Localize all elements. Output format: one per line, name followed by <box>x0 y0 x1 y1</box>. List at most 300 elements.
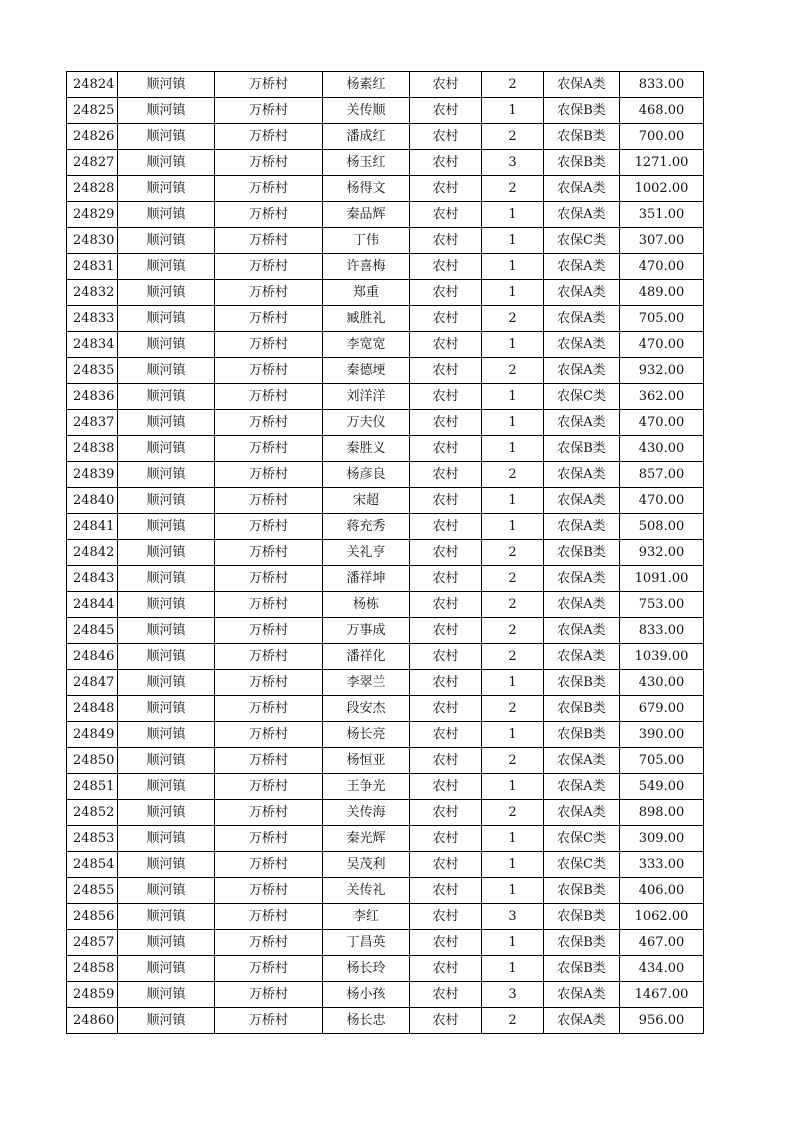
household-size-cell: 1 <box>482 202 544 228</box>
area-type-cell: 农村 <box>410 358 482 384</box>
household-size-cell: 2 <box>482 540 544 566</box>
amount-cell: 1039.00 <box>620 644 704 670</box>
insurance-category-cell: 农保A类 <box>544 358 620 384</box>
area-type-cell: 农村 <box>410 826 482 852</box>
table-row <box>67 384 704 410</box>
insurance-category-cell: 农保B类 <box>544 436 620 462</box>
table-row <box>67 488 704 514</box>
household-size-cell: 2 <box>482 696 544 722</box>
table-row <box>67 774 704 800</box>
amount-cell: 753.00 <box>620 592 704 618</box>
town-cell: 顺河镇 <box>118 956 215 982</box>
insurance-category-cell: 农保A类 <box>544 254 620 280</box>
household-size-cell: 1 <box>482 670 544 696</box>
town-cell: 顺河镇 <box>118 280 215 306</box>
insurance-category-cell: 农保A类 <box>544 592 620 618</box>
person-name-cell: 杨得文 <box>323 176 410 202</box>
insurance-category-cell: 农保B类 <box>544 930 620 956</box>
person-name-cell: 杨恒亚 <box>323 748 410 774</box>
town-cell: 顺河镇 <box>118 176 215 202</box>
amount-cell: 333.00 <box>620 852 704 878</box>
amount-cell: 309.00 <box>620 826 704 852</box>
household-size-cell: 1 <box>482 514 544 540</box>
area-type-cell: 农村 <box>410 852 482 878</box>
table-row <box>67 982 704 1008</box>
record-id-cell: 24852 <box>67 800 118 826</box>
area-type-cell: 农村 <box>410 306 482 332</box>
household-size-cell: 1 <box>482 956 544 982</box>
household-size-cell: 1 <box>482 384 544 410</box>
village-cell: 万桥村 <box>215 124 323 150</box>
insurance-category-cell: 农保A类 <box>544 280 620 306</box>
record-id-cell: 24838 <box>67 436 118 462</box>
area-type-cell: 农村 <box>410 644 482 670</box>
table-row <box>67 904 704 930</box>
household-size-cell: 3 <box>482 904 544 930</box>
area-type-cell: 农村 <box>410 800 482 826</box>
table-body <box>67 72 704 1034</box>
person-name-cell: 潘成红 <box>323 124 410 150</box>
person-name-cell: 蒋充秀 <box>323 514 410 540</box>
town-cell: 顺河镇 <box>118 1008 215 1034</box>
insurance-category-cell: 农保A类 <box>544 618 620 644</box>
area-type-cell: 农村 <box>410 904 482 930</box>
table-row <box>67 826 704 852</box>
village-cell: 万桥村 <box>215 462 323 488</box>
person-name-cell: 刘洋洋 <box>323 384 410 410</box>
town-cell: 顺河镇 <box>118 306 215 332</box>
village-cell: 万桥村 <box>215 436 323 462</box>
area-type-cell: 农村 <box>410 98 482 124</box>
town-cell: 顺河镇 <box>118 332 215 358</box>
town-cell: 顺河镇 <box>118 618 215 644</box>
amount-cell: 470.00 <box>620 488 704 514</box>
village-cell: 万桥村 <box>215 254 323 280</box>
household-size-cell: 1 <box>482 280 544 306</box>
person-name-cell: 郑重 <box>323 280 410 306</box>
town-cell: 顺河镇 <box>118 696 215 722</box>
area-type-cell: 农村 <box>410 618 482 644</box>
table-row <box>67 748 704 774</box>
table-row <box>67 332 704 358</box>
household-size-cell: 3 <box>482 150 544 176</box>
record-id-cell: 24845 <box>67 618 118 644</box>
household-size-cell: 2 <box>482 462 544 488</box>
insurance-category-cell: 农保A类 <box>544 488 620 514</box>
record-id-cell: 24849 <box>67 722 118 748</box>
table-row <box>67 72 704 98</box>
household-size-cell: 2 <box>482 592 544 618</box>
area-type-cell: 农村 <box>410 202 482 228</box>
insurance-category-cell: 农保B类 <box>544 878 620 904</box>
household-size-cell: 2 <box>482 358 544 384</box>
person-name-cell: 丁伟 <box>323 228 410 254</box>
record-id-cell: 24832 <box>67 280 118 306</box>
household-size-cell: 2 <box>482 748 544 774</box>
amount-cell: 390.00 <box>620 722 704 748</box>
person-name-cell: 关传礼 <box>323 878 410 904</box>
insurance-category-cell: 农保C类 <box>544 384 620 410</box>
insurance-category-cell: 农保B类 <box>544 540 620 566</box>
record-id-cell: 24833 <box>67 306 118 332</box>
area-type-cell: 农村 <box>410 410 482 436</box>
area-type-cell: 农村 <box>410 956 482 982</box>
town-cell: 顺河镇 <box>118 826 215 852</box>
town-cell: 顺河镇 <box>118 514 215 540</box>
insurance-category-cell: 农保B类 <box>544 150 620 176</box>
record-id-cell: 24836 <box>67 384 118 410</box>
village-cell: 万桥村 <box>215 488 323 514</box>
person-name-cell: 秦光辉 <box>323 826 410 852</box>
record-id-cell: 24826 <box>67 124 118 150</box>
village-cell: 万桥村 <box>215 696 323 722</box>
village-cell: 万桥村 <box>215 982 323 1008</box>
area-type-cell: 农村 <box>410 280 482 306</box>
table-row <box>67 254 704 280</box>
table-row <box>67 696 704 722</box>
area-type-cell: 农村 <box>410 748 482 774</box>
town-cell: 顺河镇 <box>118 982 215 1008</box>
record-id-cell: 24854 <box>67 852 118 878</box>
table-row <box>67 956 704 982</box>
insurance-category-cell: 农保A类 <box>544 410 620 436</box>
amount-cell: 489.00 <box>620 280 704 306</box>
town-cell: 顺河镇 <box>118 800 215 826</box>
insurance-category-cell: 农保A类 <box>544 748 620 774</box>
village-cell: 万桥村 <box>215 358 323 384</box>
area-type-cell: 农村 <box>410 1008 482 1034</box>
town-cell: 顺河镇 <box>118 930 215 956</box>
town-cell: 顺河镇 <box>118 904 215 930</box>
area-type-cell: 农村 <box>410 384 482 410</box>
town-cell: 顺河镇 <box>118 254 215 280</box>
household-size-cell: 2 <box>482 566 544 592</box>
household-size-cell: 2 <box>482 1008 544 1034</box>
table-row <box>67 514 704 540</box>
record-id-cell: 24840 <box>67 488 118 514</box>
village-cell: 万桥村 <box>215 878 323 904</box>
town-cell: 顺河镇 <box>118 98 215 124</box>
table-row <box>67 644 704 670</box>
amount-cell: 1467.00 <box>620 982 704 1008</box>
amount-cell: 468.00 <box>620 98 704 124</box>
amount-cell: 470.00 <box>620 332 704 358</box>
household-size-cell: 1 <box>482 436 544 462</box>
person-name-cell: 关传海 <box>323 800 410 826</box>
amount-cell: 857.00 <box>620 462 704 488</box>
table-row <box>67 280 704 306</box>
insurance-category-cell: 农保A类 <box>544 514 620 540</box>
person-name-cell: 秦品辉 <box>323 202 410 228</box>
village-cell: 万桥村 <box>215 1008 323 1034</box>
village-cell: 万桥村 <box>215 618 323 644</box>
amount-cell: 705.00 <box>620 306 704 332</box>
insurance-category-cell: 农保A类 <box>544 176 620 202</box>
amount-cell: 705.00 <box>620 748 704 774</box>
record-id-cell: 24850 <box>67 748 118 774</box>
record-id-cell: 24856 <box>67 904 118 930</box>
table-row <box>67 306 704 332</box>
record-id-cell: 24859 <box>67 982 118 1008</box>
record-id-cell: 24837 <box>67 410 118 436</box>
record-id-cell: 24846 <box>67 644 118 670</box>
town-cell: 顺河镇 <box>118 436 215 462</box>
amount-cell: 679.00 <box>620 696 704 722</box>
records-table-container <box>66 71 703 1034</box>
village-cell: 万桥村 <box>215 592 323 618</box>
table-row <box>67 436 704 462</box>
insurance-category-cell: 农保A类 <box>544 566 620 592</box>
table-row <box>67 800 704 826</box>
village-cell: 万桥村 <box>215 956 323 982</box>
person-name-cell: 许喜梅 <box>323 254 410 280</box>
record-id-cell: 24829 <box>67 202 118 228</box>
person-name-cell: 李红 <box>323 904 410 930</box>
household-size-cell: 1 <box>482 722 544 748</box>
table-row <box>67 358 704 384</box>
town-cell: 顺河镇 <box>118 462 215 488</box>
table-row <box>67 202 704 228</box>
town-cell: 顺河镇 <box>118 774 215 800</box>
record-id-cell: 24851 <box>67 774 118 800</box>
record-id-cell: 24858 <box>67 956 118 982</box>
household-size-cell: 1 <box>482 852 544 878</box>
insurance-category-cell: 农保A类 <box>544 774 620 800</box>
table-row <box>67 592 704 618</box>
insurance-category-cell: 农保A类 <box>544 800 620 826</box>
amount-cell: 430.00 <box>620 670 704 696</box>
household-size-cell: 2 <box>482 72 544 98</box>
person-name-cell: 吴茂利 <box>323 852 410 878</box>
area-type-cell: 农村 <box>410 540 482 566</box>
person-name-cell: 臧胜礼 <box>323 306 410 332</box>
town-cell: 顺河镇 <box>118 748 215 774</box>
household-size-cell: 1 <box>482 488 544 514</box>
records-table <box>66 71 704 1034</box>
record-id-cell: 24842 <box>67 540 118 566</box>
person-name-cell: 关传顺 <box>323 98 410 124</box>
table-row <box>67 98 704 124</box>
person-name-cell: 杨长玲 <box>323 956 410 982</box>
town-cell: 顺河镇 <box>118 540 215 566</box>
area-type-cell: 农村 <box>410 878 482 904</box>
amount-cell: 470.00 <box>620 254 704 280</box>
area-type-cell: 农村 <box>410 124 482 150</box>
household-size-cell: 1 <box>482 930 544 956</box>
village-cell: 万桥村 <box>215 202 323 228</box>
person-name-cell: 万夫仪 <box>323 410 410 436</box>
household-size-cell: 1 <box>482 228 544 254</box>
amount-cell: 700.00 <box>620 124 704 150</box>
town-cell: 顺河镇 <box>118 592 215 618</box>
household-size-cell: 1 <box>482 774 544 800</box>
village-cell: 万桥村 <box>215 150 323 176</box>
insurance-category-cell: 农保C类 <box>544 852 620 878</box>
table-row <box>67 124 704 150</box>
household-size-cell: 2 <box>482 800 544 826</box>
household-size-cell: 1 <box>482 332 544 358</box>
person-name-cell: 潘祥化 <box>323 644 410 670</box>
record-id-cell: 24847 <box>67 670 118 696</box>
area-type-cell: 农村 <box>410 228 482 254</box>
amount-cell: 351.00 <box>620 202 704 228</box>
area-type-cell: 农村 <box>410 150 482 176</box>
household-size-cell: 2 <box>482 644 544 670</box>
town-cell: 顺河镇 <box>118 384 215 410</box>
person-name-cell: 潘祥坤 <box>323 566 410 592</box>
insurance-category-cell: 农保B类 <box>544 124 620 150</box>
insurance-category-cell: 农保A类 <box>544 462 620 488</box>
village-cell: 万桥村 <box>215 800 323 826</box>
insurance-category-cell: 农保A类 <box>544 202 620 228</box>
insurance-category-cell: 农保A类 <box>544 306 620 332</box>
person-name-cell: 段安杰 <box>323 696 410 722</box>
record-id-cell: 24835 <box>67 358 118 384</box>
amount-cell: 1062.00 <box>620 904 704 930</box>
person-name-cell: 杨长亮 <box>323 722 410 748</box>
insurance-category-cell: 农保A类 <box>544 332 620 358</box>
town-cell: 顺河镇 <box>118 878 215 904</box>
record-id-cell: 24827 <box>67 150 118 176</box>
household-size-cell: 1 <box>482 254 544 280</box>
record-id-cell: 24834 <box>67 332 118 358</box>
village-cell: 万桥村 <box>215 670 323 696</box>
table-row <box>67 852 704 878</box>
insurance-category-cell: 农保B类 <box>544 98 620 124</box>
table-row <box>67 1008 704 1034</box>
insurance-category-cell: 农保C类 <box>544 826 620 852</box>
person-name-cell: 杨彦良 <box>323 462 410 488</box>
village-cell: 万桥村 <box>215 540 323 566</box>
table-row <box>67 228 704 254</box>
household-size-cell: 3 <box>482 982 544 1008</box>
person-name-cell: 宋超 <box>323 488 410 514</box>
village-cell: 万桥村 <box>215 722 323 748</box>
amount-cell: 434.00 <box>620 956 704 982</box>
record-id-cell: 24848 <box>67 696 118 722</box>
insurance-category-cell: 农保A类 <box>544 982 620 1008</box>
record-id-cell: 24843 <box>67 566 118 592</box>
amount-cell: 898.00 <box>620 800 704 826</box>
area-type-cell: 农村 <box>410 930 482 956</box>
amount-cell: 932.00 <box>620 358 704 384</box>
town-cell: 顺河镇 <box>118 852 215 878</box>
town-cell: 顺河镇 <box>118 72 215 98</box>
person-name-cell: 杨小孩 <box>323 982 410 1008</box>
amount-cell: 467.00 <box>620 930 704 956</box>
record-id-cell: 24853 <box>67 826 118 852</box>
household-size-cell: 2 <box>482 306 544 332</box>
town-cell: 顺河镇 <box>118 228 215 254</box>
record-id-cell: 24830 <box>67 228 118 254</box>
household-size-cell: 2 <box>482 618 544 644</box>
household-size-cell: 1 <box>482 98 544 124</box>
record-id-cell: 24860 <box>67 1008 118 1034</box>
table-row <box>67 540 704 566</box>
area-type-cell: 农村 <box>410 722 482 748</box>
record-id-cell: 24857 <box>67 930 118 956</box>
area-type-cell: 农村 <box>410 72 482 98</box>
person-name-cell: 关礼亨 <box>323 540 410 566</box>
person-name-cell: 万事成 <box>323 618 410 644</box>
village-cell: 万桥村 <box>215 514 323 540</box>
person-name-cell: 杨栋 <box>323 592 410 618</box>
table-row <box>67 722 704 748</box>
record-id-cell: 24828 <box>67 176 118 202</box>
area-type-cell: 农村 <box>410 254 482 280</box>
amount-cell: 406.00 <box>620 878 704 904</box>
person-name-cell: 杨玉红 <box>323 150 410 176</box>
insurance-category-cell: 农保A类 <box>544 72 620 98</box>
town-cell: 顺河镇 <box>118 202 215 228</box>
amount-cell: 1091.00 <box>620 566 704 592</box>
village-cell: 万桥村 <box>215 748 323 774</box>
amount-cell: 430.00 <box>620 436 704 462</box>
area-type-cell: 农村 <box>410 670 482 696</box>
village-cell: 万桥村 <box>215 228 323 254</box>
village-cell: 万桥村 <box>215 852 323 878</box>
person-name-cell: 杨素红 <box>323 72 410 98</box>
record-id-cell: 24841 <box>67 514 118 540</box>
town-cell: 顺河镇 <box>118 358 215 384</box>
village-cell: 万桥村 <box>215 410 323 436</box>
village-cell: 万桥村 <box>215 306 323 332</box>
village-cell: 万桥村 <box>215 826 323 852</box>
insurance-category-cell: 农保B类 <box>544 904 620 930</box>
town-cell: 顺河镇 <box>118 566 215 592</box>
village-cell: 万桥村 <box>215 644 323 670</box>
area-type-cell: 农村 <box>410 696 482 722</box>
table-row <box>67 878 704 904</box>
town-cell: 顺河镇 <box>118 124 215 150</box>
record-id-cell: 24839 <box>67 462 118 488</box>
town-cell: 顺河镇 <box>118 670 215 696</box>
village-cell: 万桥村 <box>215 384 323 410</box>
record-id-cell: 24824 <box>67 72 118 98</box>
insurance-category-cell: 农保A类 <box>544 644 620 670</box>
amount-cell: 508.00 <box>620 514 704 540</box>
area-type-cell: 农村 <box>410 566 482 592</box>
amount-cell: 549.00 <box>620 774 704 800</box>
insurance-category-cell: 农保B类 <box>544 722 620 748</box>
table-row <box>67 930 704 956</box>
amount-cell: 932.00 <box>620 540 704 566</box>
town-cell: 顺河镇 <box>118 150 215 176</box>
village-cell: 万桥村 <box>215 176 323 202</box>
amount-cell: 956.00 <box>620 1008 704 1034</box>
person-name-cell: 秦德埂 <box>323 358 410 384</box>
amount-cell: 833.00 <box>620 72 704 98</box>
table-row <box>67 176 704 202</box>
table-row <box>67 462 704 488</box>
table-row <box>67 618 704 644</box>
area-type-cell: 农村 <box>410 332 482 358</box>
village-cell: 万桥村 <box>215 930 323 956</box>
insurance-category-cell: 农保C类 <box>544 228 620 254</box>
amount-cell: 1271.00 <box>620 150 704 176</box>
person-name-cell: 李翠兰 <box>323 670 410 696</box>
amount-cell: 833.00 <box>620 618 704 644</box>
village-cell: 万桥村 <box>215 98 323 124</box>
amount-cell: 307.00 <box>620 228 704 254</box>
area-type-cell: 农村 <box>410 592 482 618</box>
person-name-cell: 李宽宽 <box>323 332 410 358</box>
table-row <box>67 670 704 696</box>
amount-cell: 362.00 <box>620 384 704 410</box>
area-type-cell: 农村 <box>410 982 482 1008</box>
village-cell: 万桥村 <box>215 904 323 930</box>
person-name-cell: 王争光 <box>323 774 410 800</box>
